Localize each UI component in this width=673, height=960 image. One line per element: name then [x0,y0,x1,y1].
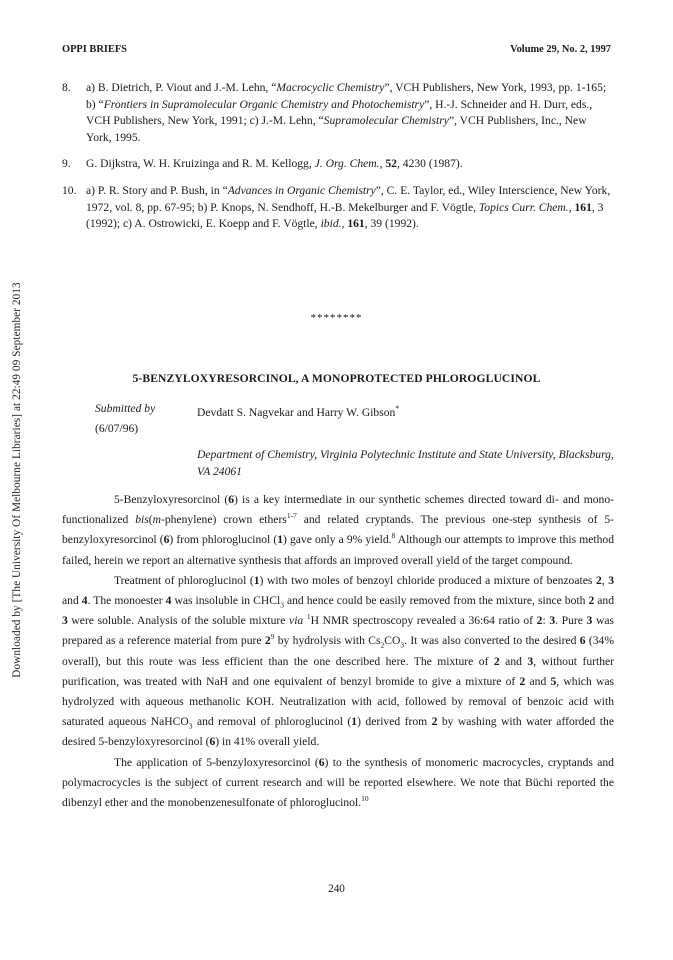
body-paragraph: The application of 5-benzyloxyresorcinol (6) to the synthesis of monomeric macrocycles, cryptands and polymacrocycles is the subject of current research and will be reported elsewhere. We note that Büchi reported the dibenzyl ether and the monobenzenesulfonate of phloroglucinol.$^{10}$ [62,755,614,810]
submission-block [95,401,615,480]
page-number: 240 [328,883,345,895]
reference-number: 9. [62,157,71,171]
author-affiliation: Department of Chemistry, Virginia Polytechnic Institute and State University, Blacksburg, VA 24061 [197,448,614,478]
reference-text: G. Dijkstra, W. H. Kruizinga and R. M. Kellogg, J. Org. Chem., 52, 4230 (1987). [86,157,463,171]
reference-item [62,183,614,233]
article-title: 5-BENZYLOXYRESORCINOL, A MONOPROTECTED PHLOROGLUCINOL [132,372,541,385]
reference-text: a) B. Dietrich, P. Viout and J.-M. Lehn, “Macrocyclic Chemistry”, VCH Publishers, New York, 1993, pp. 1-165; b) “Frontiers in Supramolecular Organic Chemistry and Photochemistry”, H.-J. Schneider and H. Durr, eds., VCH Publishers, New York, 1991; c) J.-M. Lehn, “Supramolecular Chemistry”, VCH Publishers, Inc., New York, 1995. [86,81,607,144]
reference-item [62,80,614,146]
body-paragraph: Treatment of phloroglucinol (1) with two moles of benzoyl chloride produced a mixture of benzoates 2, 3 and 4. The monoester 4 was insoluble in CHCl$_3$ and hence could be easily removed from the mixture, since both 2 and 3 were soluble. Analysis of the soluble mixture via $^1$H NMR spectroscopy revealed a 36:64 ratio of 2: 3. Pure 3 was prepared as a reference material from pure $2^9$ by hydrolysis with $Cs_2CO_3$. It was also converted to the desired 6 (34% overall), but this route was less efficient than the one described here. The mixture of 2 and 3, without further purification, was treated with NaH and one equivalent of benzyl bromide to give a mixture of 2 and 5, which was hydrolyzed with aqueous methanolic KOH. Neutralization with acid, followed by removal of benzoic acid with saturated aqueous NaHCO$_3$ and removal of phloroglucinol (1) derived from 2 by washing with water afforded the desired 5-benzyloxyresorcinol (6) in 41% overall yield. [62,573,615,749]
running-head [62,44,611,55]
submitted-by-label: Submitted by [95,402,156,415]
author-names: Devdatt S. Nagvekar and Harry W. Gibson* [197,404,400,419]
reference-list [62,80,614,243]
download-watermark [8,100,26,860]
article-body [62,490,614,813]
reference-number: 8. [62,81,71,94]
corresponding-author-mark: * [395,404,400,413]
body-paragraph: 5-Benzyloxyresorcinol (6) is a key intermediate in our synthetic schemes directed toward di- and mono-functionalized bis(m-phenylene) crown ethers$^{1-7}$ and related cryptands. The previous one-step synthesis of 5-benzyloxyresorcinol (6) from phloroglucinol (1) gave only a 9% yield.$^8$ Although our attempts to improve this method failed, herein we report an alternative synthesis that affords an improved overall yield of the target compound. [62,493,614,567]
section-separator: ******** [310,312,363,324]
reference-item [62,156,614,173]
running-head-journal: OPPI BRIEFS [62,44,127,55]
reference-text: a) P. R. Story and P. Bush, in “Advances in Organic Chemistry”, C. E. Taylor, ed., Wiley Interscience, New York, 1972, vol. 8, pp. 67-95; b) P. Knops, N. Sendhoff, H.-B. Mekelburger and F. Vögtle, Topics Curr. Chem., 161, 3 (1992); c) A. Ostrowicki, E. Koepp and F. Vögtle, ibid., 161, 39 (1992). [86,183,611,231]
submission-date: (6/07/96) [95,422,139,436]
download-watermark-text: Downloaded by [The University Of Melbourne Libraries] at 22:49 09 September 2013 [11,282,23,678]
reference-number: 10. [62,183,77,197]
running-head-volume: Volume 29, No. 2, 1997 [510,44,611,55]
